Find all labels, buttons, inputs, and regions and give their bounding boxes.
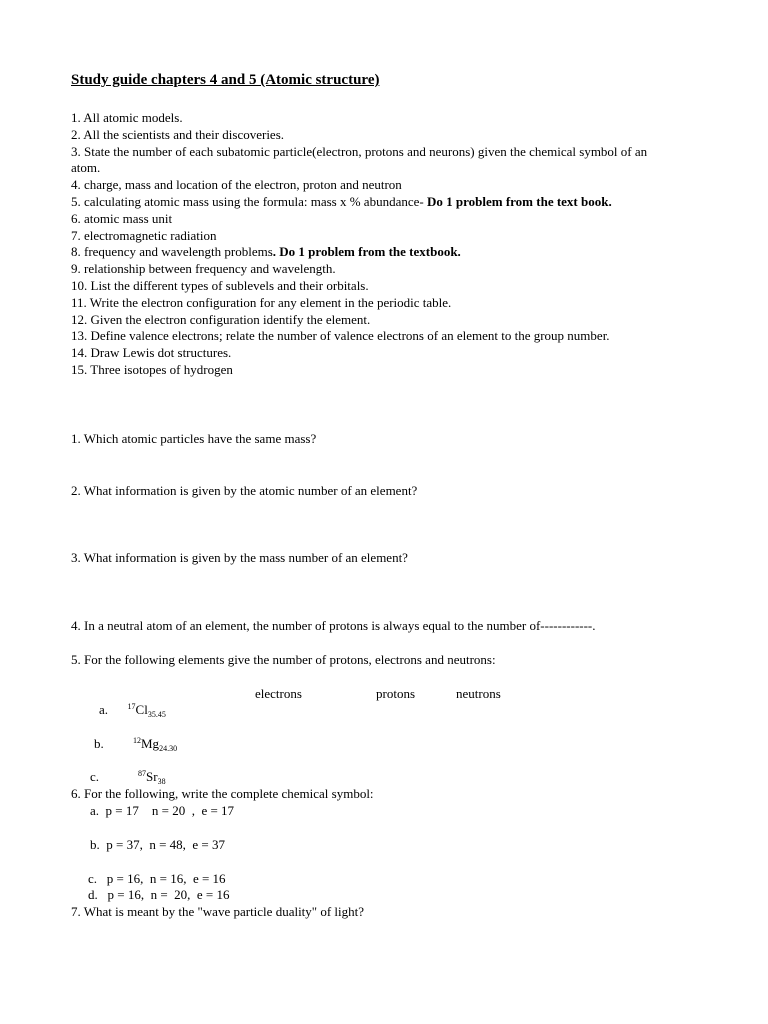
symbol-item-b (90, 837, 225, 853)
topic-item (71, 194, 671, 211)
topic-bold-instruction: Do 1 problem from the text book. (426, 193, 612, 209)
topic-item (71, 177, 671, 194)
topic-item (71, 362, 671, 379)
element-row-a (99, 702, 166, 719)
topic-item (71, 144, 671, 178)
topic-text: 6. atomic mass unit (71, 210, 173, 226)
question-2: 2. What information is given by the atomic number of an element? (71, 483, 418, 498)
topic-item (71, 228, 671, 245)
topic-text: 4. charge, mass and location of the electron, proton and neutron (71, 177, 402, 193)
topic-item (71, 211, 671, 228)
atomic-mass: 35.45 (147, 710, 166, 719)
topic-text: 5. calculating atomic mass using the formula: mass x % abundance- (71, 193, 427, 209)
column-header-protons: protons (376, 686, 415, 701)
topic-text: 9. relationship between frequency and wavelength. (71, 261, 336, 277)
topic-text: 3. State the number of each subatomic particle(electron, protons and neurons) given the chemical symbol of an atom. (71, 143, 648, 176)
question-3: 3. What information is given by the mass number of an element? (71, 550, 408, 565)
element-symbol: Sr (146, 769, 158, 784)
question-7: 7. What is meant by the "wave particle duality" of light? (71, 904, 365, 919)
symbol-item-c (88, 871, 226, 887)
topic-item (71, 328, 671, 345)
element-row-c (90, 769, 166, 786)
symbol-item-a (90, 803, 234, 819)
item-text: p = 16, n = 16, e = 16 (106, 871, 226, 886)
topics-list (71, 110, 671, 379)
element-letter: c. (90, 769, 100, 784)
page-title: Study guide chapters 4 and 5 (Atomic structure) (71, 72, 380, 88)
item-letter: c. (88, 871, 98, 886)
symbol-item-d (88, 887, 230, 903)
topic-item (71, 261, 671, 278)
atomic-mass: 24.30 (159, 744, 178, 753)
topic-text: 14. Draw Lewis dot structures. (71, 345, 232, 361)
item-text: p = 37, n = 48, e = 37 (106, 837, 226, 852)
topic-text: 8. frequency and wavelength problems (71, 244, 273, 260)
topic-text: 10. List the different types of sublevels and their orbitals. (71, 277, 369, 293)
atomic-mass: 38 (157, 777, 166, 786)
topic-item (71, 295, 671, 312)
topic-item (71, 278, 671, 295)
topic-text: 2. All the scientists and their discoveries. (71, 126, 285, 142)
topic-text: 1. All atomic models. (71, 110, 183, 125)
item-letter: a. (90, 803, 100, 818)
element-letter: b. (94, 736, 104, 751)
topic-item (71, 345, 671, 362)
topic-item (71, 312, 671, 329)
atomic-number: 12 (133, 736, 141, 745)
topic-text: 11. Write the electron configuration for any element in the periodic table. (71, 294, 452, 310)
topic-item (71, 127, 671, 144)
topic-bold-instruction: . Do 1 problem from the textbook. (272, 244, 461, 260)
element-symbol: Cl (135, 702, 148, 717)
atomic-number: 17 (127, 702, 136, 711)
topic-text: 12. Given the electron configuration identify the element. (71, 311, 371, 327)
column-header-electrons: electrons (255, 686, 302, 701)
element-letter: a. (99, 702, 109, 717)
column-header-neutrons: neutrons (456, 686, 501, 701)
topic-item (71, 110, 671, 127)
topic-text: 13. Define valence electrons; relate the number of valence electrons of an element to the group number. (71, 328, 610, 344)
topic-text: 7. electromagnetic radiation (71, 227, 217, 243)
element-row-b (94, 736, 177, 753)
question-6: 6. For the following, write the complete chemical symbol: (71, 786, 374, 801)
item-letter: d. (88, 887, 98, 902)
topic-text: 15. Three isotopes of hydrogen (71, 361, 233, 377)
question-5: 5. For the following elements give the number of protons, electrons and neutrons: (71, 652, 496, 667)
item-letter: b. (90, 837, 100, 852)
item-text: p = 17 n = 20 , e = 17 (105, 803, 235, 818)
question-1: 1. Which atomic particles have the same mass? (71, 431, 317, 446)
atomic-number: 87 (138, 769, 147, 778)
topic-item (71, 244, 671, 261)
element-symbol: Mg (141, 736, 160, 751)
question-4: 4. In a neutral atom of an element, the number of protons is always equal to the number of------------. (71, 618, 596, 633)
item-text: p = 16, n = 20, e = 16 (107, 887, 230, 902)
